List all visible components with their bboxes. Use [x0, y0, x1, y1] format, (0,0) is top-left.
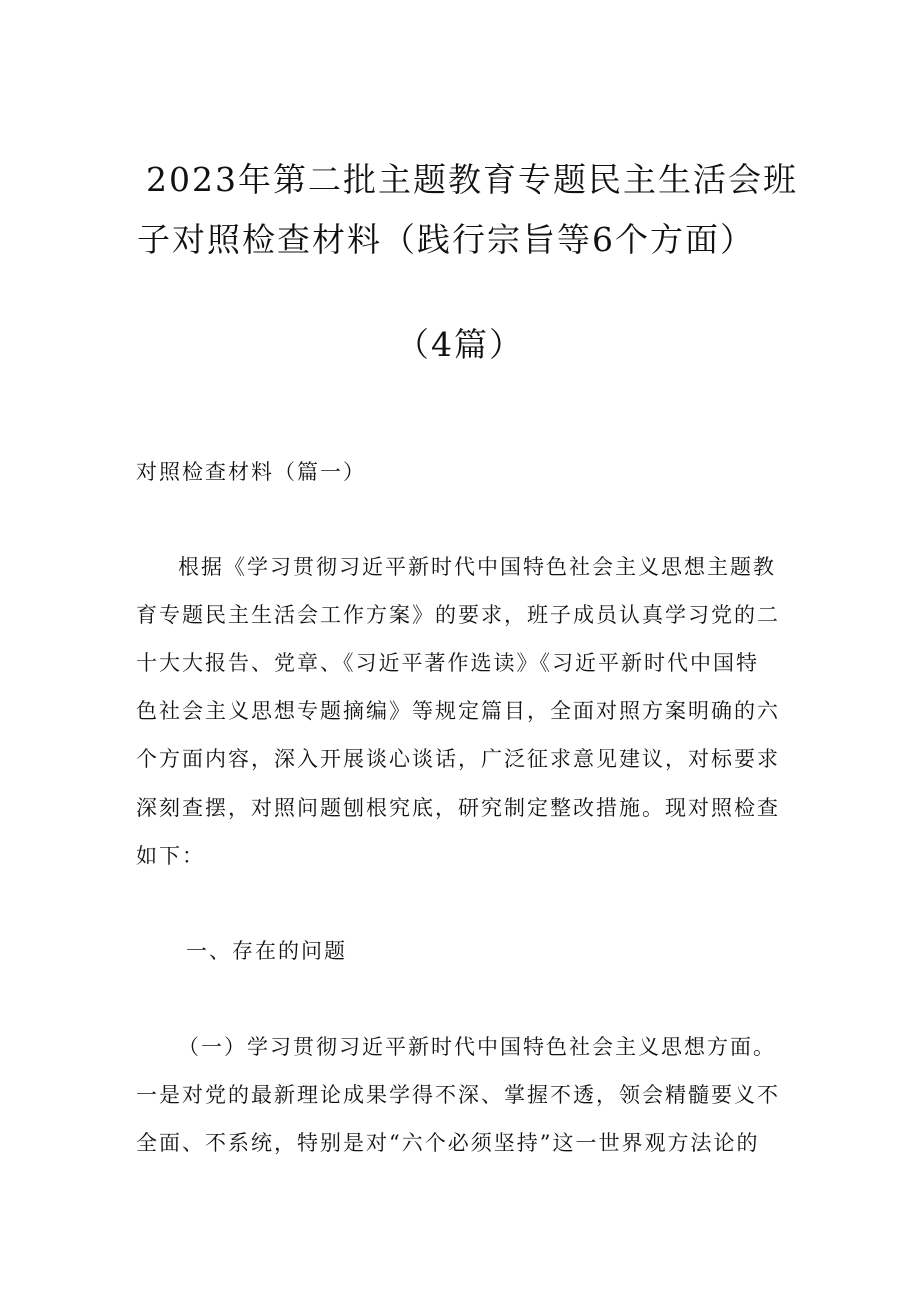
paragraph-line: 色社会主义思想专题摘编》等规定篇目，全面对照方案明确的六 [136, 699, 780, 723]
paragraph-line: （一）学习贯彻习近平新时代中国特色社会主义思想方面。 [178, 1035, 776, 1059]
paragraph-line: 深刻查摆，对照问题刨根究底，研究制定整改措施。现对照检查 [136, 796, 780, 820]
paragraph-line: 根据《学习贯彻习近平新时代中国特色社会主义思想主题教 [178, 555, 776, 579]
document-title-line-3: （4篇） [396, 325, 524, 364]
paragraph-line: 育专题民主生活会工作方案》的要求，班子成员认真学习党的二 [136, 603, 780, 627]
paragraph-line: 个方面内容，深入开展谈心谈话，广泛征求意见建议，对标要求 [136, 747, 780, 771]
paragraph-line: 一是对党的最新理论成果学得不深、掌握不透，领会精髓要义不 [136, 1083, 780, 1107]
document-title-line-1: 2023年第二批主题教育专题民主生活会班 [146, 160, 798, 199]
paragraph-line: 十大大报告、党章、《习近平著作选读》《习近平新时代中国特 [136, 651, 759, 675]
paragraph-line: 全面、不系统，特别是对“六个必须坚持”这一世界观方法论的 [136, 1131, 760, 1155]
subheading: 一、存在的问题 [186, 939, 347, 963]
document-title-line-2: 子对照检查材料（践行宗旨等6个方面） [137, 220, 755, 259]
section-heading: 对照检查材料（篇一） [136, 460, 366, 484]
paragraph-line: 如下： [136, 844, 205, 868]
